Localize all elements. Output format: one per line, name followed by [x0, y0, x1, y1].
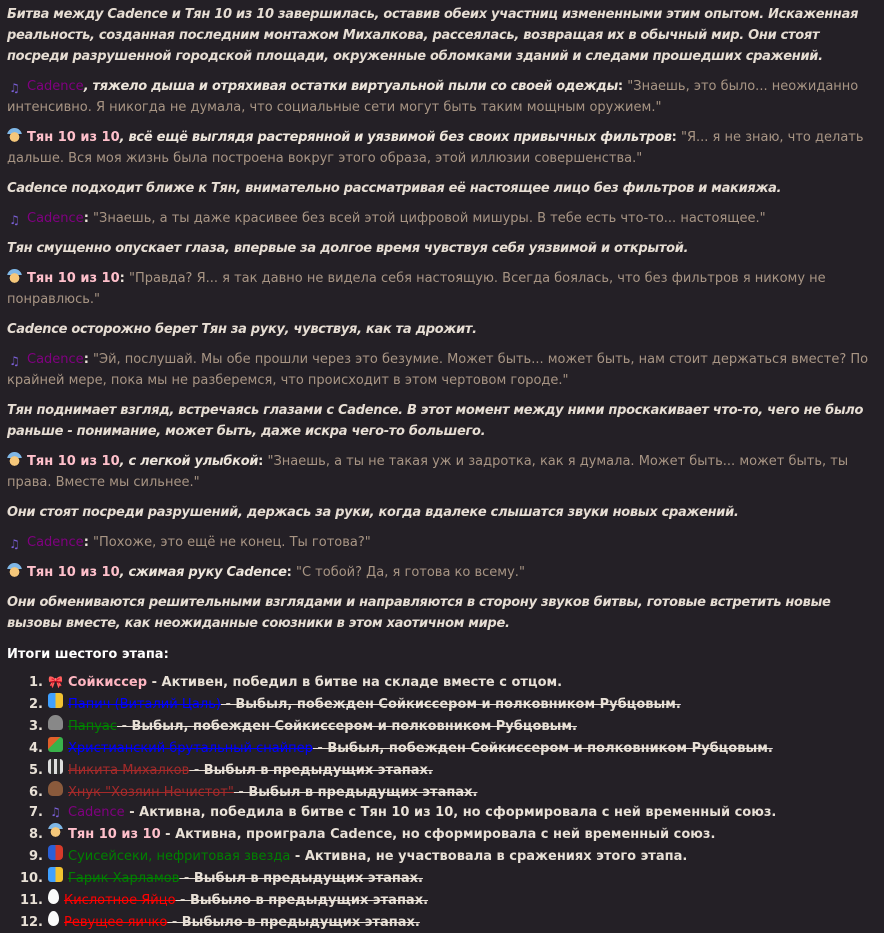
result-item: [7, 803, 874, 823]
character-name: Хнук "Хозяин Нечистот": [68, 785, 234, 800]
character-status: - Выбыл, побежден Сойкиссером и полковником Рубцовым.: [220, 697, 681, 712]
narration-paragraph: Они стоят посреди разрушений, держась за руки, когда вдалеке слышатся звуки новых сражений.: [7, 505, 739, 520]
character-status: - Выбыл, побежден Сойкиссером и полковником Рубцовым.: [312, 741, 773, 756]
character-status: - Активен, победил в битве на складе вместе с отцом.: [147, 675, 563, 690]
character-name: Ревущее яичко: [64, 915, 168, 930]
quote-text: "Эй, послушай. Мы обе прошли через это безумие. Может быть... может быть, нам стоит держаться вместе? По крайней мере, пока мы не разберемся, что происходит в этом чертовом городе.": [7, 352, 869, 388]
colon: :: [83, 211, 89, 226]
result-item: [7, 715, 874, 737]
item-number: 1.: [29, 675, 43, 690]
rooster-egg-icon: [48, 889, 59, 904]
character-name: Тян 10 из 10: [68, 827, 161, 842]
result-text: [64, 913, 420, 933]
item-number: 8.: [29, 827, 43, 842]
character-name: Гарик Харламов: [68, 871, 180, 886]
item-number: 6.: [29, 785, 43, 800]
summary-heading: Итоги шестого этапа:: [7, 647, 169, 662]
character-name: Христианский брутальный снайпер: [68, 741, 313, 756]
water-gun-icon: [48, 737, 63, 752]
result-text: [68, 869, 423, 889]
character-status: - Выбыло в предыдущих этапах.: [167, 915, 420, 930]
narration-paragraph: Тян смущенно опускает глаза, впервые за долгое время чувствуя себя уязвимой и открытой.: [7, 241, 689, 256]
character-status: - Выбыл в предыдущих этапах.: [189, 763, 433, 778]
gorilla-icon: [48, 715, 63, 730]
music-note-icon: ♫: [9, 213, 20, 227]
result-item: [7, 759, 874, 781]
character-name: Папич (Виталий Цаль): [68, 697, 221, 712]
poop-icon: [48, 781, 63, 796]
result-item: [7, 867, 874, 889]
colon: :: [83, 535, 89, 550]
speaker-name: Тян 10 из 10: [27, 454, 120, 469]
music-note-icon: ♫: [50, 805, 61, 819]
action-text: , тяжело дыша и отряхивая остатки виртуальной пыли со своей одежды: [83, 79, 618, 94]
dialogue-paragraph: [7, 532, 874, 553]
colon: :: [83, 352, 89, 367]
narration-paragraph: Тян поднимает взгляд, встречаясь глазами с Cadence. В этот момент между ними проскакивает что-то, чего не было раньше - понимание, может быть, даже искра чего-то большего.: [7, 403, 864, 439]
result-text: [68, 847, 687, 867]
girl-icon: [7, 563, 22, 578]
girl-icon: [7, 269, 22, 284]
dialogue-paragraph: [7, 349, 874, 391]
quote-text: "Похоже, это ещё не конец. Ты готова?": [93, 535, 371, 550]
action-text: , с легкой улыбкой: [119, 454, 259, 469]
speaker-name: Cadence: [27, 352, 84, 367]
speaker-name: Тян 10 из 10: [27, 271, 120, 286]
dialogue-paragraph: [7, 451, 874, 493]
narration-paragraph: Они обмениваются решительными взглядами и направляются в сторону звуков битвы, готовые встретить новые вызовы вместе, как неожиданные союзники в этом хаотичном мире.: [7, 595, 831, 631]
speaker-name: Cadence: [27, 535, 84, 550]
character-name: Cadence: [68, 805, 125, 820]
colon: :: [671, 130, 677, 145]
item-number: 7.: [29, 805, 43, 820]
item-number: 5.: [29, 763, 43, 778]
girl-icon: [7, 452, 22, 467]
result-item: [7, 845, 874, 867]
character-status: - Выбыл в предыдущих этапах.: [233, 785, 478, 800]
character-name: Суисейсеки, нефритовая звезда: [68, 849, 291, 864]
character-status: - Активна, победила в битве с Тян 10 из 10, но сформировала с ней временный союз.: [124, 805, 777, 820]
clapper-board-icon: [48, 759, 63, 774]
result-item: [7, 781, 874, 803]
result-item: [7, 737, 874, 759]
quote-text: "Знаешь, а ты не такая уж и задротка, как я думала. Может быть... может быть, ты права. Вместе мы сильнее.": [7, 454, 849, 490]
speaker-name: Cadence: [27, 211, 84, 226]
result-item: [7, 889, 874, 911]
results-list: [7, 673, 874, 933]
music-note-icon: ♫: [9, 354, 20, 368]
quote-text: "Знаешь, а ты даже красивее без всей этой цифровой мишуры. В тебе есть что-то... настоящее.": [93, 211, 766, 226]
result-item: [7, 673, 874, 693]
result-item: [7, 693, 874, 715]
item-number: 2.: [29, 697, 43, 712]
colon: :: [617, 79, 624, 94]
speaker-name: Cadence: [27, 79, 84, 94]
dialogue-paragraph: [7, 268, 874, 310]
colon: :: [286, 565, 292, 580]
ribbon-icon: 🎀: [48, 675, 63, 689]
result-text: [68, 717, 577, 737]
item-number: 9.: [29, 849, 43, 864]
result-text: [68, 803, 776, 823]
character-name: Кислотное Яйцо: [64, 893, 176, 908]
character-status: - Активна, не участвовала в сражениях этого этапа.: [290, 849, 688, 864]
narration-paragraph: Cadence осторожно берет Тян за руку, чувствуя, как та дрожит.: [7, 322, 477, 337]
dialogue-paragraph: [7, 208, 874, 229]
quote-text: "Знаешь, это было... неожиданно интенсивно. Я никогда не думала, что социальные сети могут быть таким мощным оружием.": [7, 79, 859, 115]
result-text: [68, 825, 715, 845]
speaker-name: Тян 10 из 10: [27, 565, 120, 580]
result-item: [7, 823, 874, 845]
story-text: [7, 4, 874, 634]
egg-icon: [48, 911, 59, 926]
colon: :: [258, 454, 264, 469]
quote-text: "Правда? Я... я так давно не видела себя настоящую. Всегда боялась, что без фильтров я никому не понравлюсь.": [7, 271, 826, 307]
character-status: - Выбыл в предыдущих этапах.: [179, 871, 423, 886]
dialogue-paragraph: [7, 562, 874, 583]
character-name: Сойкиссер: [68, 675, 148, 690]
result-text: [68, 695, 681, 715]
action-text: , сжимая руку Cadence: [119, 565, 287, 580]
character-status: - Выбыло в предыдущих этапах.: [175, 893, 429, 908]
colon: :: [119, 271, 125, 286]
dialogue-paragraph: [7, 127, 874, 169]
narration-paragraph: Cadence подходит ближе к Тян, внимательно рассматривая её настоящее лицо без фильтров и макияжа.: [7, 181, 782, 196]
mask-icon: [48, 867, 63, 882]
narration-paragraph: Битва между Cadence и Тян 10 из 10 завершилась, оставив обеих участниц измененными этим опытом. Искаженная реальность, созданная последним монтажом Михалкова, рассеялась, возвращая их в обычный мир. Они стоят посреди разрушенной городской площади, окруженные обломками зданий и следами прошедших сражений.: [7, 7, 859, 64]
result-item: [7, 911, 874, 933]
mask-icon: [48, 693, 63, 708]
music-note-icon: ♫: [9, 81, 20, 95]
item-number: 10.: [19, 871, 43, 886]
bottles-icon: [48, 845, 63, 860]
result-text: [68, 783, 477, 803]
result-text: [68, 739, 773, 759]
character-status: - Активна, проиграла Cadence, но сформировала с ней временный союз.: [160, 827, 716, 842]
result-text: [64, 891, 428, 911]
music-note-icon: ♫: [9, 537, 20, 551]
item-number: 12.: [19, 915, 43, 930]
result-text: [68, 761, 433, 781]
item-number: 3.: [29, 719, 43, 734]
dialogue-paragraph: [7, 76, 874, 118]
quote-text: "С тобой? Да, я готова ко всему.": [295, 565, 525, 580]
item-number: 11.: [19, 893, 43, 908]
girl-icon: [48, 823, 63, 838]
character-name: Никита Михалков: [68, 763, 190, 778]
speaker-name: Тян 10 из 10: [27, 130, 120, 145]
result-text: [68, 673, 562, 693]
quote-text: "Я... я не знаю, что делать дальше. Вся моя жизнь была построена вокруг этого образа, этой иллюзии совершенства.": [7, 130, 864, 166]
girl-icon: [7, 128, 22, 143]
character-name: Папуас: [68, 719, 118, 734]
action-text: , всё ещё выглядя растерянной и уязвимой без своих привычных фильтров: [119, 130, 672, 145]
character-status: - Выбыл, побежден Сойкиссером и полковником Рубцовым.: [117, 719, 577, 734]
item-number: 4.: [29, 741, 43, 756]
